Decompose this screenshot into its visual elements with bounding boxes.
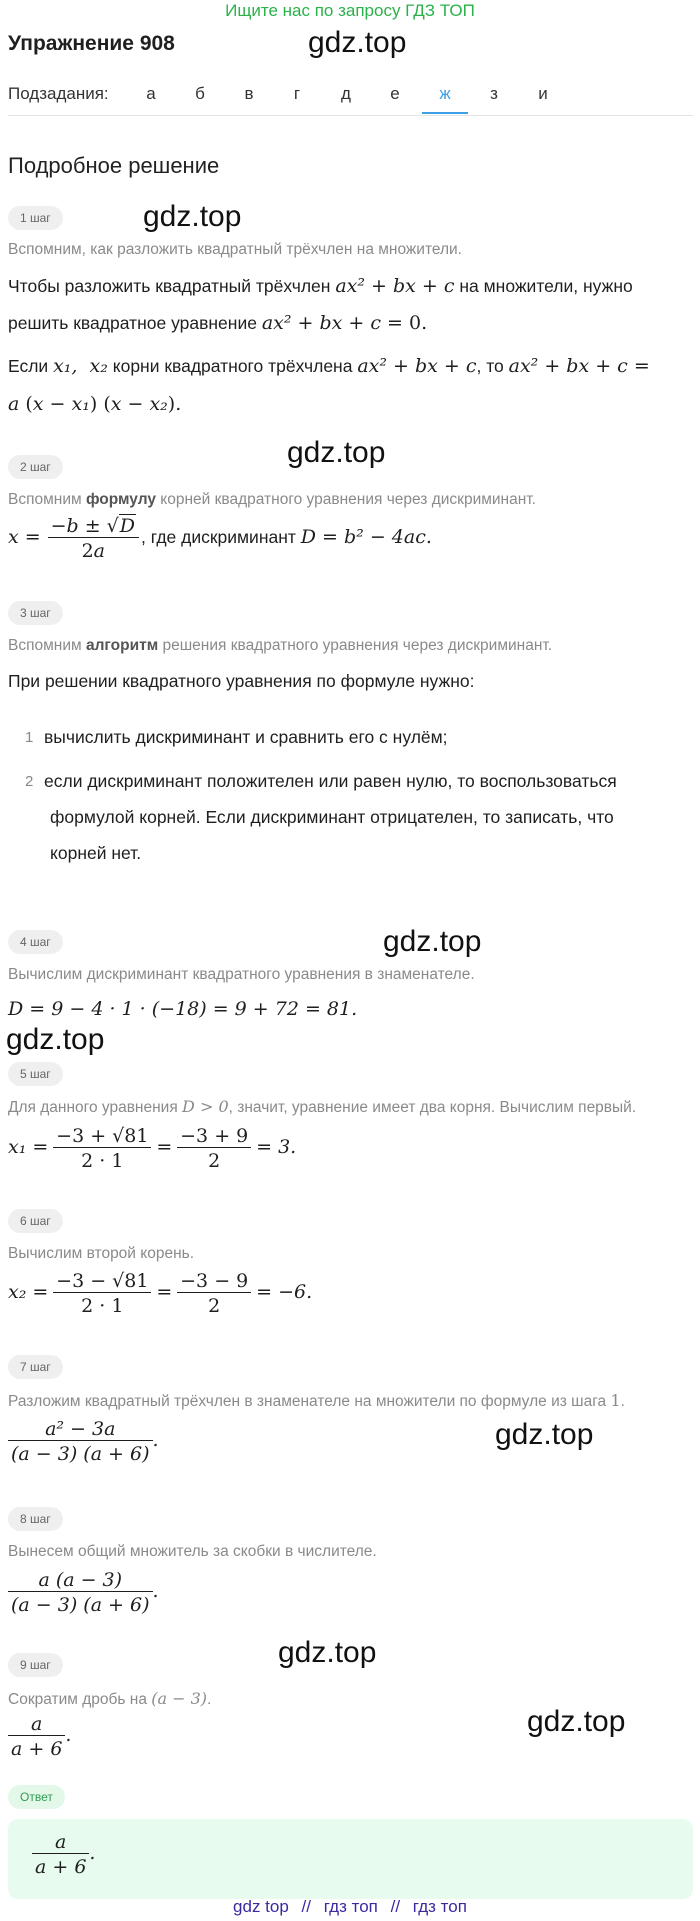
watermark: gdz.top <box>308 26 407 59</box>
step-hint: Сократим дробь на (a − 3). <box>8 1689 212 1708</box>
step-text: При решении квадратного уравнения по формуле нужно: <box>8 671 475 691</box>
watermark: gdz.top <box>383 925 482 958</box>
step-badge: 1 шаг <box>8 206 63 230</box>
step-badge: 8 шаг <box>8 1507 63 1531</box>
fraction-step7: $\frac{\text{a² − 3a}}{(a - 3) (a + 6)}$ . <box>8 1418 159 1465</box>
step-text: a (x − x₁) (x − x₂). <box>8 393 182 415</box>
watermark: gdz.top <box>278 1636 377 1669</box>
list-number: 2 <box>25 773 34 790</box>
footer-link[interactable]: гдз топ <box>323 1897 378 1916</box>
answer-badge: Ответ <box>8 1785 65 1809</box>
footer-separator: // <box>390 1897 401 1916</box>
step-badge: 2 шаг <box>8 455 63 479</box>
tab-d[interactable]: д <box>341 84 351 103</box>
list-item: вычислить дискриминант и сравнить его с нулём; <box>44 727 448 747</box>
solution-heading: Подробное решение <box>8 153 220 178</box>
footer-separator: // <box>301 1897 311 1916</box>
step-badge: 7 шаг <box>8 1355 63 1379</box>
watermark: gdz.top <box>495 1418 594 1451</box>
step-badge: 4 шаг <box>8 930 63 954</box>
exercise-title: Упражнение 908 <box>8 32 175 55</box>
discriminant-calc: D = 9 − 4 · 1 · (−18) = 9 + 72 = 81. <box>8 998 358 1020</box>
subtasks-bar <box>8 80 693 116</box>
watermark: gdz.top <box>287 436 386 469</box>
answer-fraction: $\frac{a}{a + 6}$ . <box>32 1831 95 1878</box>
step-hint: Разложим квадратный трёхчлен в знаменателе на множители по формуле из шага 1. <box>8 1391 625 1410</box>
step-hint: Вспомним формулу корней квадратного уравнения через дискриминант. <box>8 491 536 508</box>
tab-b[interactable]: б <box>195 84 205 103</box>
list-item: формулой корней. Если дискриминант отрицателен, то записать, что <box>50 807 614 827</box>
discriminant-formula: x = $\frac{-b \pm √D}{2a}$ , где дискриминант D = b² − 4ac. <box>8 515 432 562</box>
step-text: Если x₁, x₂ корни квадратного трёхчлена ax² + bx + c, то ax² + bx + c = <box>8 355 650 377</box>
step-badge: 6 шаг <box>8 1209 63 1233</box>
tab-v[interactable]: в <box>244 84 254 103</box>
watermark: gdz.top <box>527 1705 626 1738</box>
answer-box <box>8 1819 693 1899</box>
step-text: Чтобы разложить квадратный трёхчлен ax² + bx + c на множители, нужно <box>8 275 633 297</box>
fraction-step9: $\frac{a}{a + 6}$ . <box>8 1713 71 1760</box>
tab-g[interactable]: г <box>293 84 301 103</box>
step-badge: 9 шаг <box>8 1653 63 1677</box>
watermark: gdz.top <box>6 1023 105 1056</box>
list-number: 1 <box>25 729 34 746</box>
footer-link[interactable]: gdz top <box>233 1897 289 1916</box>
list-item: если дискриминант положителен или равен нулю, то воспользоваться <box>44 771 617 791</box>
watermark: gdz.top <box>143 200 242 233</box>
tab-i[interactable]: и <box>538 84 548 103</box>
step-hint: Вычислим дискриминант квадратного уравнения в знаменателе. <box>8 966 475 983</box>
root-x2-formula: x₂ = $\frac{-3 - √81}{2 \cdot 1}$ = $\frac{-3 - 9}{2}$ = −6. <box>8 1270 313 1317</box>
footer-links <box>0 1897 700 1917</box>
step-hint: Вычислим второй корень. <box>8 1245 195 1262</box>
tab-e[interactable]: е <box>390 84 400 103</box>
tab-zh[interactable]: ж <box>425 84 465 104</box>
tab-a[interactable]: а <box>146 84 156 103</box>
step-hint: Вынесем общий множитель за скобки в числителе. <box>8 1543 377 1560</box>
step-text: решить квадратное уравнение ax² + bx + c = 0. <box>8 312 428 334</box>
step-hint: Для данного уравнения D > 0, значит, уравнение имеет два корня. Вычислим первый. <box>8 1097 637 1116</box>
search-banner: Ищите нас по запросу ГДЗ ТОП <box>225 1 475 20</box>
fraction-step8: $\frac{a (a - 3)}{(a - 3) (a + 6)}$ . <box>8 1569 159 1616</box>
step-hint: Вспомним, как разложить квадратный трёхчлен на множители. <box>8 241 462 258</box>
subtasks-label: Подзадания: <box>8 84 109 103</box>
step-badge: 3 шаг <box>8 601 63 625</box>
step-hint: Вспомним алгоритм решения квадратного уравнения через дискриминант. <box>8 637 553 654</box>
step-badge: 5 шаг <box>8 1062 63 1086</box>
list-item: корней нет. <box>50 843 142 863</box>
footer-link[interactable]: гдз топ <box>412 1897 467 1916</box>
tab-z[interactable]: з <box>490 84 498 103</box>
root-x1-formula: x₁ = $\frac{-3 + √81}{2 \cdot 1}$ = $\frac{-3 + 9}{2}$ = 3. <box>8 1125 297 1172</box>
